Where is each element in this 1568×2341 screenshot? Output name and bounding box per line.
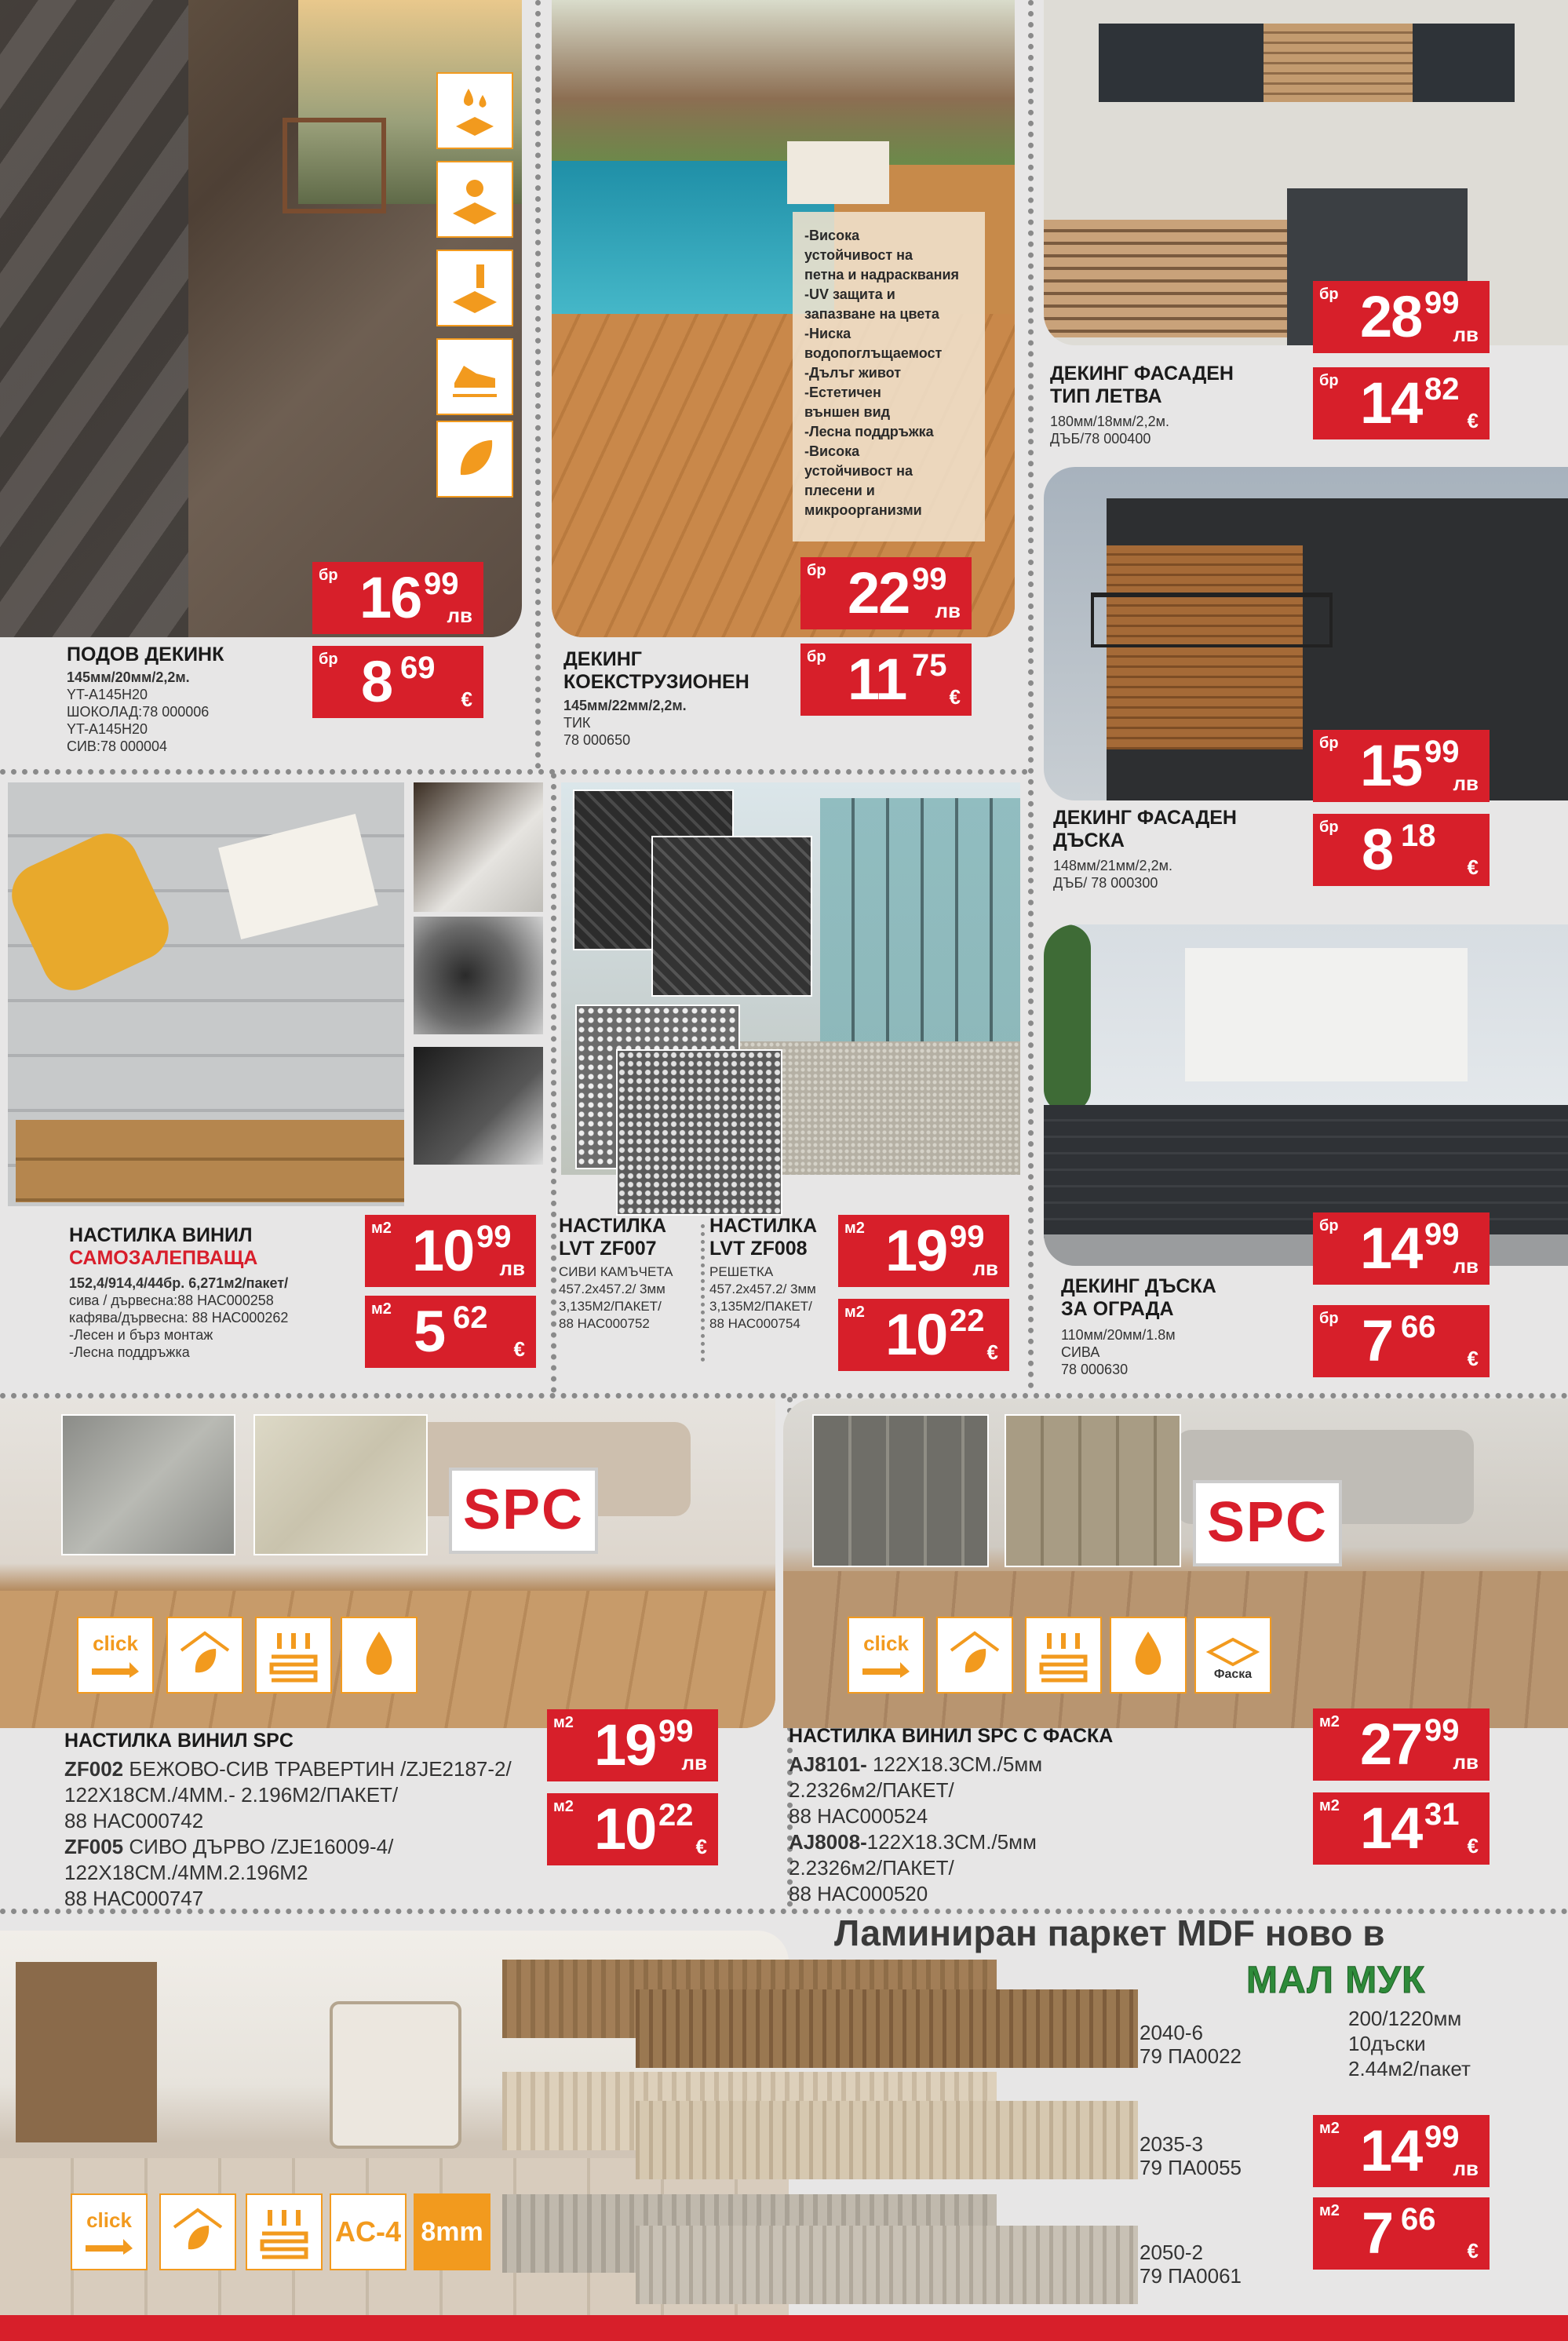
mal-muk-logo: МАЛ МУК (1246, 1960, 1426, 2001)
p5-title: НАСТИЛКА ВИНИЛ САМОЗАЛЕПВАЩА (69, 1224, 258, 1269)
price-p3-bgn: бр 28 99 лв (1313, 281, 1490, 353)
stain-resistance-icon (436, 250, 513, 326)
eco-house-icon (159, 2193, 236, 2270)
anti-slip-shoe-icon (436, 338, 513, 415)
click-system-icon: click (848, 1617, 924, 1694)
p5-desc: 152,4/914,4/44бр. 6,271м2/пакет/ сива / дървесна:88 НАС000258 кафява/дървесна: 88 НАС000262 -Лесен и бърз монтаж -Лесна поддръжка (69, 1275, 289, 1360)
laminate-plank-2035-3-b (636, 2101, 1138, 2179)
eco-house-icon (936, 1617, 1013, 1694)
price-p6-eur: м2 10 22 € (838, 1299, 1009, 1371)
price-p2-eur: бр 11 75 € (800, 644, 972, 716)
divider (551, 773, 556, 1393)
p1-title: ПОДОВ ДЕКИНК (67, 644, 224, 665)
price-p4-eur: бр 8 18 € (1313, 814, 1490, 886)
p10-spec: 200/1220мм 10дъски 2.44м2/пакет (1348, 2007, 1471, 2080)
p6b-title: НАСТИЛКА LVT ZF008 (709, 1215, 818, 1260)
vinyl-sample-3 (414, 1047, 543, 1165)
lvt-tile-stone-2 (616, 1049, 782, 1216)
divider (701, 1224, 705, 1362)
water-resistance-icon (436, 72, 513, 149)
p4-title: ДЕКИНГ ФАСАДЕН ДЪСКА (1053, 807, 1237, 851)
p10-code-3: 2050-2 79 ПА0061 (1140, 2241, 1242, 2288)
thickness-8mm-icon: 8mm (414, 2193, 490, 2270)
laminate-headline: Ламиниран паркет MDF ново в (834, 1913, 1385, 1953)
click-system-icon: click (71, 2193, 148, 2270)
spc-tile-aj8101 (1005, 1414, 1181, 1567)
price-p8-eur: м2 10 22 € (547, 1793, 718, 1865)
spc-tile-zf005 (61, 1414, 235, 1555)
p1-desc: 145мм/20мм/2,2м. YT-A145H20 ШОКОЛАД:78 000006 YT-A145H20 СИВ:78 000004 (67, 669, 210, 754)
self-adhesive-vinyl-photo (8, 782, 404, 1206)
divider (535, 0, 541, 769)
p6a-desc: СИВИ КАМЪЧЕТА 457.2x457.2/ 3мм 3,135М2/ПАКЕТ/ 88 НАС000752 (559, 1264, 673, 1331)
price-p10-eur: м2 7 66 € (1313, 2197, 1490, 2270)
laminate-plank-2050-2-b (636, 2226, 1138, 2304)
p10-code-1: 2040-6 79 ПА0022 (1140, 2021, 1242, 2068)
price-p4-bgn: бр 15 99 лв (1313, 730, 1490, 802)
p2-title: ДЕКИНГ КОЕКСТРУЗИОНЕН (563, 648, 749, 693)
price-p9-bgn: м2 27 99 лв (1313, 1708, 1490, 1781)
p9-lines: AJ8101- 122X18.3СМ./5мм 2.2326м2/ПАКЕТ/ 88 НАС000524 AJ8008-122X18.3СМ./5мм 2.2326м2/ПАКЕТ/ 88 НАС000520 (789, 1752, 1043, 1905)
bevel-edge-icon: Фаска (1194, 1617, 1271, 1694)
spc-tile-aj8008 (812, 1414, 989, 1567)
divider (0, 1393, 1568, 1398)
p6a-title: НАСТИЛКА LVT ZF007 (559, 1215, 667, 1260)
price-p5-bgn: м2 10 99 лв (365, 1215, 536, 1287)
eco-house-icon (166, 1617, 243, 1694)
underfloor-heating-icon (1025, 1617, 1102, 1694)
footer-band (0, 2315, 1568, 2341)
price-p2-bgn: бр 22 99 лв (800, 557, 972, 629)
price-p8-bgn: м2 19 99 лв (547, 1709, 718, 1781)
price-p6-bgn: м2 19 99 лв (838, 1215, 1009, 1287)
price-p5-eur: м2 5 62 € (365, 1296, 536, 1368)
laminate-plank-2040-6-b (636, 1989, 1138, 2068)
price-p7-bgn: бр 14 99 лв (1313, 1212, 1490, 1285)
p4-desc: 148мм/21мм/2,2м. ДЪБ/ 78 000300 (1053, 858, 1172, 891)
p10-code-2: 2035-3 79 ПА0055 (1140, 2132, 1242, 2179)
click-system-icon: click (77, 1617, 154, 1694)
p8-title: НАСТИЛКА ВИНИЛ SPC (64, 1730, 294, 1752)
price-p1-eur: бр 8 69 € (312, 646, 483, 718)
p3-desc: 180мм/18мм/2,2м. ДЪБ/78 000400 (1050, 414, 1169, 447)
p9-title: НАСТИЛКА ВИНИЛ SPC С ФАСКА (789, 1725, 1114, 1747)
uv-protection-icon (436, 161, 513, 238)
vinyl-sample-2 (414, 917, 543, 1034)
underfloor-heating-icon (246, 2193, 323, 2270)
ac4-class-icon: AC-4 (330, 2193, 407, 2270)
spc-badge-2: SPC (1193, 1480, 1342, 1566)
p6b-desc: РЕШЕТКА 457.2x457.2/ 3мм 3,135М2/ПАКЕТ/ 88 НАС000754 (709, 1264, 816, 1331)
p2-desc: 145мм/22мм/2,2м. ТИК 78 000650 (563, 698, 687, 748)
vinyl-sample-1 (414, 782, 543, 912)
water-drop-icon (341, 1617, 418, 1694)
p7-desc: 110мм/20мм/1.8м СИВА 78 000630 (1061, 1327, 1176, 1377)
price-p3-eur: бр 14 82 € (1313, 367, 1490, 439)
price-p9-eur: м2 14 31 € (1313, 1792, 1490, 1865)
eco-leaf-icon (436, 421, 513, 498)
spc-tile-zf002 (253, 1414, 428, 1555)
p8-lines: ZF002 БЕЖОВО-СИВ ТРАВЕРТИН /ZJE2187-2/ 122X18СМ./4ММ.- 2.196М2/ПАКЕТ/ 88 НАС000742 ZF005 СИВО ДЪРВО /ZJE16009-4/ 122X18СМ./4ММ.2.196М2 88 НАС000747 (64, 1757, 512, 1910)
spc-badge-1: SPC (449, 1468, 598, 1554)
divider (1028, 0, 1034, 1389)
price-p10-bgn: м2 14 99 лв (1313, 2115, 1490, 2187)
water-drop-icon (1110, 1617, 1187, 1694)
price-p7-eur: бр 7 66 € (1313, 1305, 1490, 1377)
divider (0, 769, 1028, 775)
price-p1-bgn: бр 16 99 лв (312, 562, 483, 634)
p3-title: ДЕКИНГ ФАСАДЕН ТИП ЛЕТВА (1050, 363, 1234, 407)
lvt-tile-diamond-2 (651, 836, 812, 997)
underfloor-heating-icon (255, 1617, 332, 1694)
p2-bullets: -Висока устойчивост на петна и надрасквания -UV защита и запазване на цвета -Ниска водопоглъщаемост -Дълъг живот -Естетичен външен вид -Лесна поддръжка -Висока устойчивост на плесени и микроорганизми (804, 228, 960, 518)
p7-title: ДЕКИНГ ДЪСКА ЗА ОГРАДА (1061, 1275, 1216, 1320)
